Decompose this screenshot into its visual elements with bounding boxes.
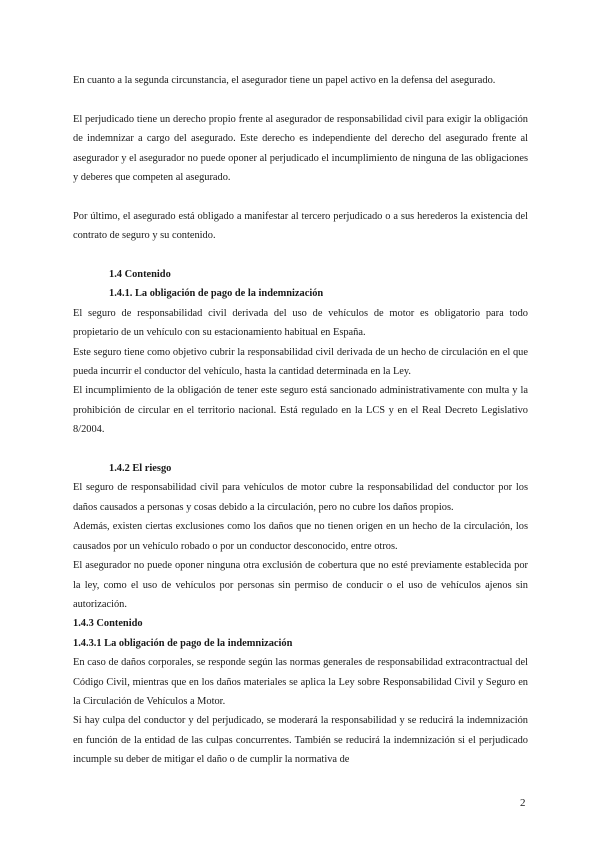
section-heading: 1.4 Contenido: [109, 269, 171, 281]
paragraph: Por último, el asegurado está obligado a manifestar al tercero perjudicado o a sus herederos la existencia del contrato de seguro y su contenido.: [73, 210, 528, 242]
subsection-heading: 1.4.3.1 La obligación de pago de la indemnización: [73, 637, 293, 649]
paragraph: Además, existen ciertas exclusiones como los daños que no tienen origen en un hecho de la circulación, los causados por un vehículo robado o por un conductor desconocido, entre otros.: [73, 521, 528, 552]
section-heading: 1.4.3 Contenido: [73, 618, 143, 630]
paragraph: En caso de daños corporales, se responde según las normas generales de responsabilidad extracontractual del Código Civil, mientras que en los daños materiales se aplica la Ley sobre Responsabilidad Civil y Seguro en la Circulación de Vehículos a Motor.: [73, 657, 528, 707]
paragraph: El asegurador no puede oponer ninguna otra exclusión de cobertura que no esté previamente establecida por la ley, como el uso de vehículos por personas sin permiso de conducir o el uso de vehículos ajenos sin autorización.: [73, 560, 528, 610]
paragraph: Este seguro tiene como objetivo cubrir la responsabilidad civil derivada de un hecho de circulación en el que pueda incurrir el conductor del vehículo, hasta la cantidad determinada en la Ley.: [73, 346, 528, 378]
paragraph: El perjudicado tiene un derecho propio frente al asegurador de responsabilidad civil para exigir la obligación de indemnizar a cargo del asegurado. Este derecho es independiente del derecho del asegurado frente al asegurador y el asegurador no puede oponer al perjudicado el incumplimiento de ninguna de las obligaciones y deberes que competen al asegurado.: [73, 113, 528, 184]
paragraph: El seguro de responsabilidad civil derivada del uso de vehículos de motor es obligatorio para todo propietario de un vehículo con su estacionamiento habitual en España.: [73, 307, 528, 339]
document-body: [73, 71, 528, 770]
paragraph: El seguro de responsabilidad civil para vehículos de motor cubre la responsabilidad del conductor por los daños causados a personas y cosas debido a la circulación, pero no cubre los daños propios.: [73, 482, 528, 513]
paragraph: En cuanto a la segunda circunstancia, el asegurador tiene un papel activo en la defensa del asegurado.: [73, 75, 496, 86]
paragraph: El incumplimiento de la obligación de tener este seguro está sancionado administrativamente con multa y la prohibición de circular en el territorio nacional. Está regulado en la LCS y en el Real Decreto Legislativo 8/2004.: [73, 385, 528, 436]
paragraph: Si hay culpa del conductor y del perjudicado, se moderará la responsabilidad y se reducirá la indemnización en función de la entidad de las culpas concurrentes. También se reducirá la indemnización si el perjudicado incumple su deber de mitigar el daño o de cumplir la normativa de: [73, 715, 528, 766]
subsection-heading: 1.4.1. La obligación de pago de la indemnización: [109, 288, 324, 300]
subsection-heading: 1.4.2 El riesgo: [109, 463, 172, 475]
page-number: 2: [520, 797, 526, 809]
